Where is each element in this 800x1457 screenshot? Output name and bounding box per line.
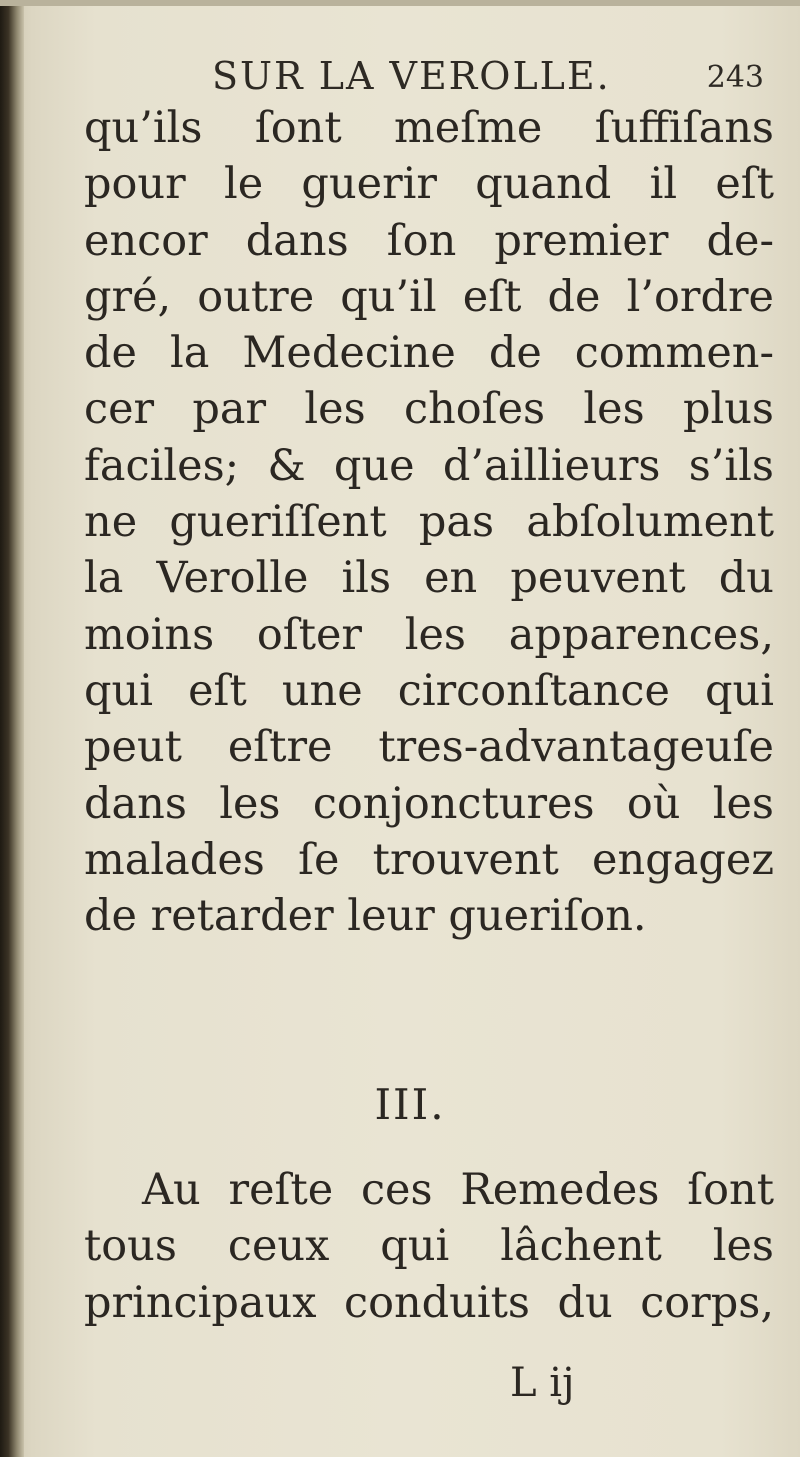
text-line: qu’ils ſont meſme ſuffiſans — [84, 103, 774, 153]
page-number: 243 — [706, 60, 764, 95]
section-number: III. — [374, 1080, 446, 1129]
signature-mark: L ij — [510, 1360, 575, 1406]
text-line: Au reſte ces Remedes ſont — [142, 1165, 774, 1215]
text-line: dans les conjonctures où les — [84, 778, 774, 829]
page-top-edge — [0, 0, 800, 6]
text-line: malades ſe trouvent engagez — [84, 834, 774, 885]
text-line: tous ceux qui lâchent les — [84, 1221, 774, 1272]
paragraph-1 — [84, 100, 774, 944]
text-line: la Verolle ils en peuvent du — [84, 553, 774, 604]
text-line: de retarder leur gueriſon. — [84, 891, 647, 942]
text-line: principaux conduits du corps, — [84, 1277, 774, 1328]
book-spine-shadow — [0, 0, 24, 1457]
text-line: cer par les choſes les plus — [84, 384, 774, 435]
text-line: gré, outre qu’il eſt de l’ordre — [84, 271, 774, 322]
text-line: faciles; & que d’aillieurs s’ils — [84, 440, 774, 491]
text-line: encor dans ſon premier de- — [84, 215, 774, 266]
text-line: moins oſter les apparences, — [84, 609, 774, 660]
paragraph-2 — [84, 1162, 774, 1331]
page-header — [200, 50, 770, 100]
running-title: SUR LA VEROLLE. — [212, 54, 611, 98]
text-line: ne gueriſſent pas abſolument — [84, 497, 774, 548]
text-line: peut eſtre tres-advantageuſe — [84, 722, 774, 773]
text-line: qui eſt une circonſtance qui — [84, 665, 774, 716]
text-line: de la Medecine de commen- — [84, 328, 774, 379]
text-line: pour le guerir quand il eſt — [84, 159, 774, 210]
